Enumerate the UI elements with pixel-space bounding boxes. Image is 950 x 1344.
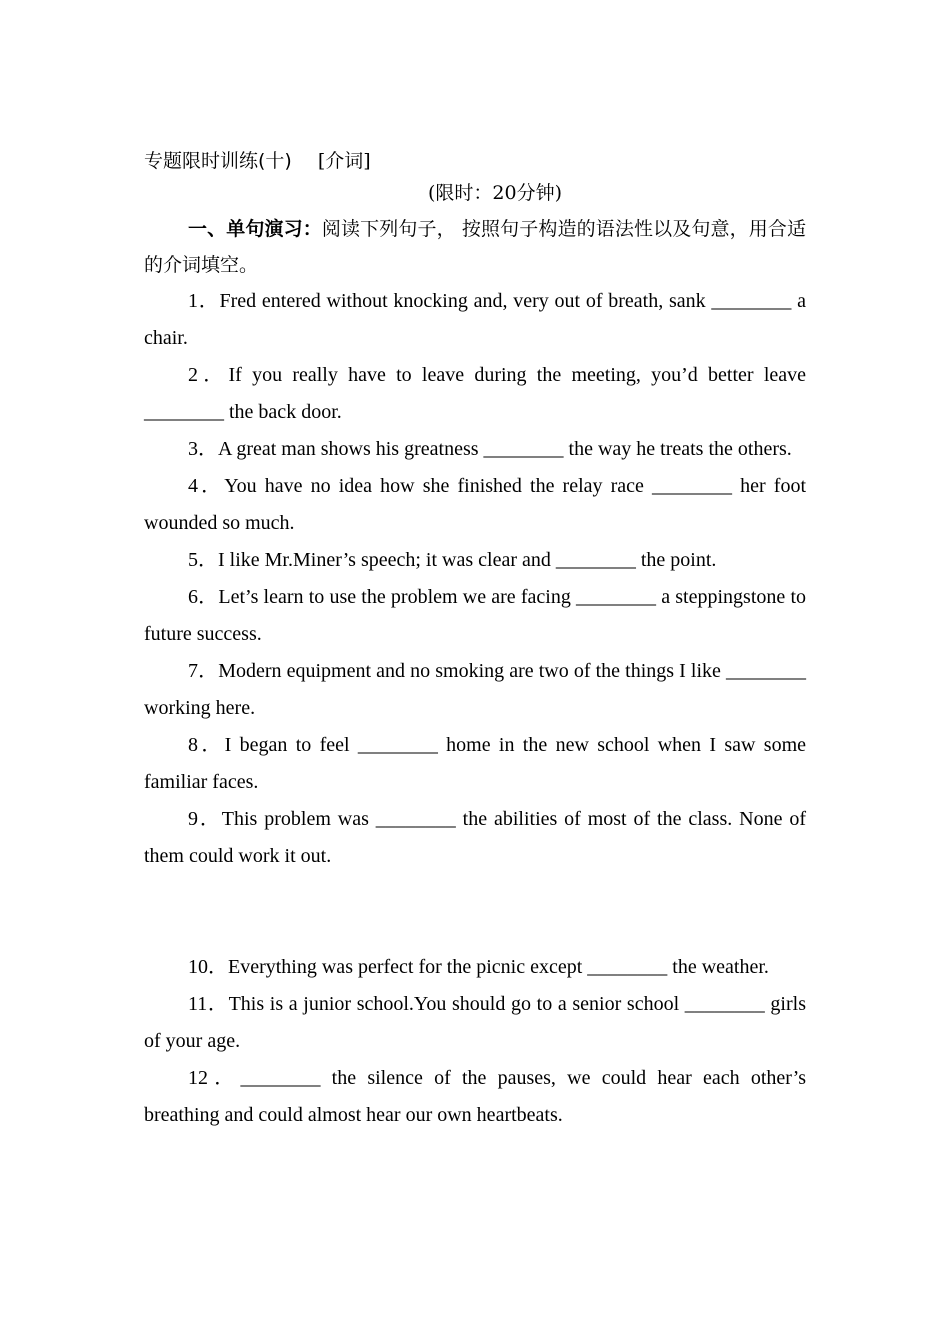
question-text: A great man shows his greatness ________ the way he treats the others. [218,438,792,460]
question-number: 5． [188,549,218,571]
instruction-text: 阅读下列句子， 按照句子构造的语法性以及句意，用合适的介词填空。 [144,218,806,276]
question-text: This is a junior school.You should go to a senior school ________ girls of your age. [144,993,806,1052]
title-line [144,145,806,177]
question-number: 10． [188,956,228,978]
question-number: 2． [188,364,229,386]
question-text: Modern equipment and no smoking are two of the things I like ________ working here. [144,660,806,719]
question-item [144,986,806,1060]
document-content [144,145,806,1134]
question-number: 12． [188,1067,241,1089]
question-item [144,801,806,875]
question-item [144,542,806,579]
page-title: 专题限时训练(十) [144,150,292,172]
question-text: You have no idea how she finished the relay race ________ her foot wounded so much. [144,475,806,534]
question-text: I like Mr.Miner’s speech; it was clear and ________ the point. [218,549,717,571]
topic-tag: [介词] [317,150,371,172]
question-text: ________ the silence of the pauses, we could hear each other’s breathing and could almost hear our own heartbeats. [144,1067,807,1126]
question-item [144,949,806,986]
question-text: Everything was perfect for the picnic except ________ the weather. [228,956,769,978]
question-item [144,431,806,468]
question-text: Fred entered without knocking and, very out of breath, sank ________ a chair. [144,290,806,349]
question-text: I began to feel ________ home in the new school when I saw some familiar faces. [144,734,807,793]
question-item [144,357,806,431]
question-number: 1． [188,290,220,312]
question-text: Let’s learn to use the problem we are facing ________ a steppingstone to future success. [144,586,807,645]
question-number: 3． [188,438,218,460]
question-number: 4． [188,475,225,497]
section-instruction [144,211,806,283]
question-number: 9． [188,808,222,830]
question-number: 6． [188,586,219,608]
question-text: This problem was ________ the abilities of most of the class. None of them could work it out. [144,808,807,867]
question-number: 11． [188,993,229,1015]
question-number: 8． [188,734,225,756]
spacer [144,875,806,949]
time-limit: (限时：20分钟) [427,182,562,204]
question-text: If you really have to leave during the meeting, you’d better leave ________ the back door. [144,364,807,423]
question-item [144,468,806,542]
question-number: 7． [188,660,219,682]
section-heading: 一、单句演习： [188,218,322,240]
question-item [144,283,806,357]
question-item [144,579,806,653]
question-item [144,727,806,801]
question-item [144,1060,806,1134]
question-item [144,653,806,727]
